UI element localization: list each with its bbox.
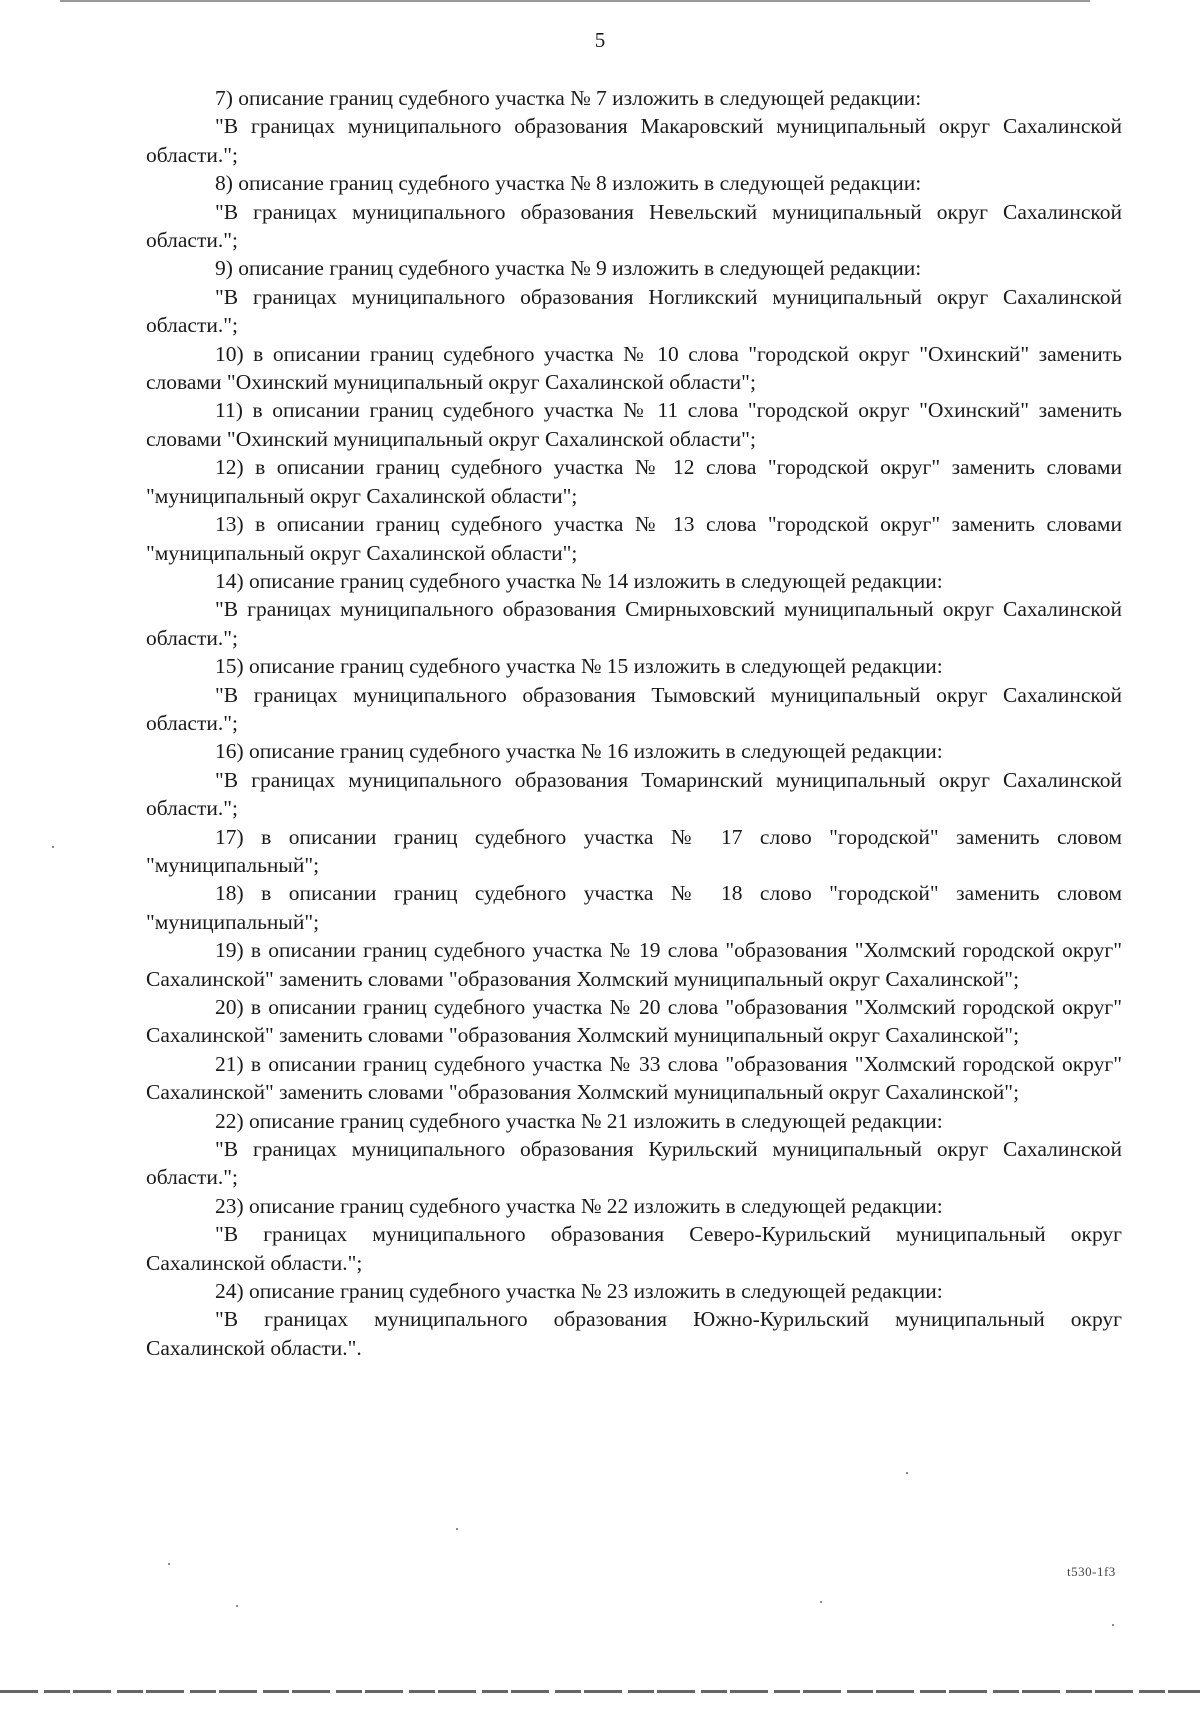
item-15-intro: 15) описание границ судебного участка № 15 изложить в следующей редакции: [215,654,943,679]
scan-speck [906,1472,908,1474]
item-14-intro: 14) описание границ судебного участка № 14 изложить в следующей редакции: [215,568,943,593]
scan-speck [1112,1624,1114,1626]
item-23-text: "В границах муниципального образования Северо-Курильский муниципальный округ Сахалинской области."; [146,1222,1122,1275]
item-9-intro: 9) описание границ судебного участка № 9 изложить в следующей редакции: [215,256,922,281]
scan-speck [168,1563,170,1565]
item-19: 19) в описании границ судебного участка № 19 слова "образования "Холмский городской округ" Сахалинской" заменить словами "образования Холмский муниципальный округ Сахалинской"; [146,938,1122,991]
item-12: 12) в описании границ судебного участка № 12 слова "городской округ" заменить словами "муниципальный округ Сахалинской области"; [146,455,1122,508]
item-22-intro: 22) описание границ судебного участка № 21 изложить в следующей редакции: [215,1108,943,1133]
item-17: 17) в описании границ судебного участка № 17 слово "городской" заменить словом "муниципальный"; [146,824,1122,877]
document-code: t530-1f3 [1067,1564,1116,1579]
item-7-text: "В границах муниципального образования Макаровский муниципальный округ Сахалинской области."; [146,114,1122,167]
scan-speck [52,846,54,848]
item-20: 20) в описании границ судебного участка № 20 слова "образования "Холмский городской округ" Сахалинской" заменить словами "образования Холмский муниципальный округ Сахалинской"; [146,995,1122,1048]
item-7-intro: 7) описание границ судебного участка № 7 изложить в следующей редакции: [215,86,922,110]
item-15-text: "В границах муниципального образования Тымовский муниципальный округ Сахалинской области."; [146,682,1122,735]
item-11: 11) в описании границ судебного участка № 11 слова "городской округ "Охинский" заменить словами "Охинский муниципальный округ Сахалинской области"; [146,398,1122,451]
item-9-text: "В границах муниципального образования Ногликский муниципальный округ Сахалинской области."; [146,284,1122,338]
item-21: 21) в описании границ судебного участка № 33 слова "образования "Холмский городской округ" Сахалинской" заменить словами "образования Холмский муниципальный округ Сахалинской"; [146,1051,1122,1105]
scan-speck [820,1601,822,1603]
scan-speck [236,1605,238,1607]
scan-top-edge-line [60,0,1090,2]
item-13: 13) в описании границ судебного участка № 13 слова "городской округ" заменить словами "муниципальный округ Сахалинской области"; [146,512,1122,565]
scan-speck [456,1528,458,1530]
item-18: 18) в описании границ судебного участка № 18 слово "городской" заменить словом "муниципальный"; [146,881,1122,934]
item-24-intro: 24) описание границ судебного участка № 23 изложить в следующей редакции: [215,1279,943,1304]
item-22-text: "В границах муниципального образования Курильский муниципальный округ Сахалинской области."; [146,1137,1122,1190]
document-body [146,84,1122,1362]
item-8-text: "В границах муниципального образования Невельский муниципальный округ Сахалинской области."; [146,199,1122,253]
item-23-intro: 23) описание границ судебного участка № 22 изложить в следующей редакции: [215,1193,943,1218]
item-16-intro: 16) описание границ судебного участка № 16 изложить в следующей редакции: [215,739,943,764]
item-8-intro: 8) описание границ судебного участка № 8 изложить в следующей редакции: [215,171,922,196]
scan-bottom-edge-line [0,1690,1200,1693]
page-number: 5 [594,28,606,52]
item-14-text: "В границах муниципального образования Смирныховский муниципальный округ Сахалинской области."; [146,597,1122,650]
item-10: 10) в описании границ судебного участка № 10 слова "городской округ "Охинский" заменить словами "Охинский муниципальный округ Сахалинской области"; [146,341,1122,395]
item-16-text: "В границах муниципального образования Томаринский муниципальный округ Сахалинской области."; [146,767,1122,821]
item-24-text: "В границах муниципального образования Южно-Курильский муниципальный округ Сахалинской области.". [146,1307,1122,1360]
